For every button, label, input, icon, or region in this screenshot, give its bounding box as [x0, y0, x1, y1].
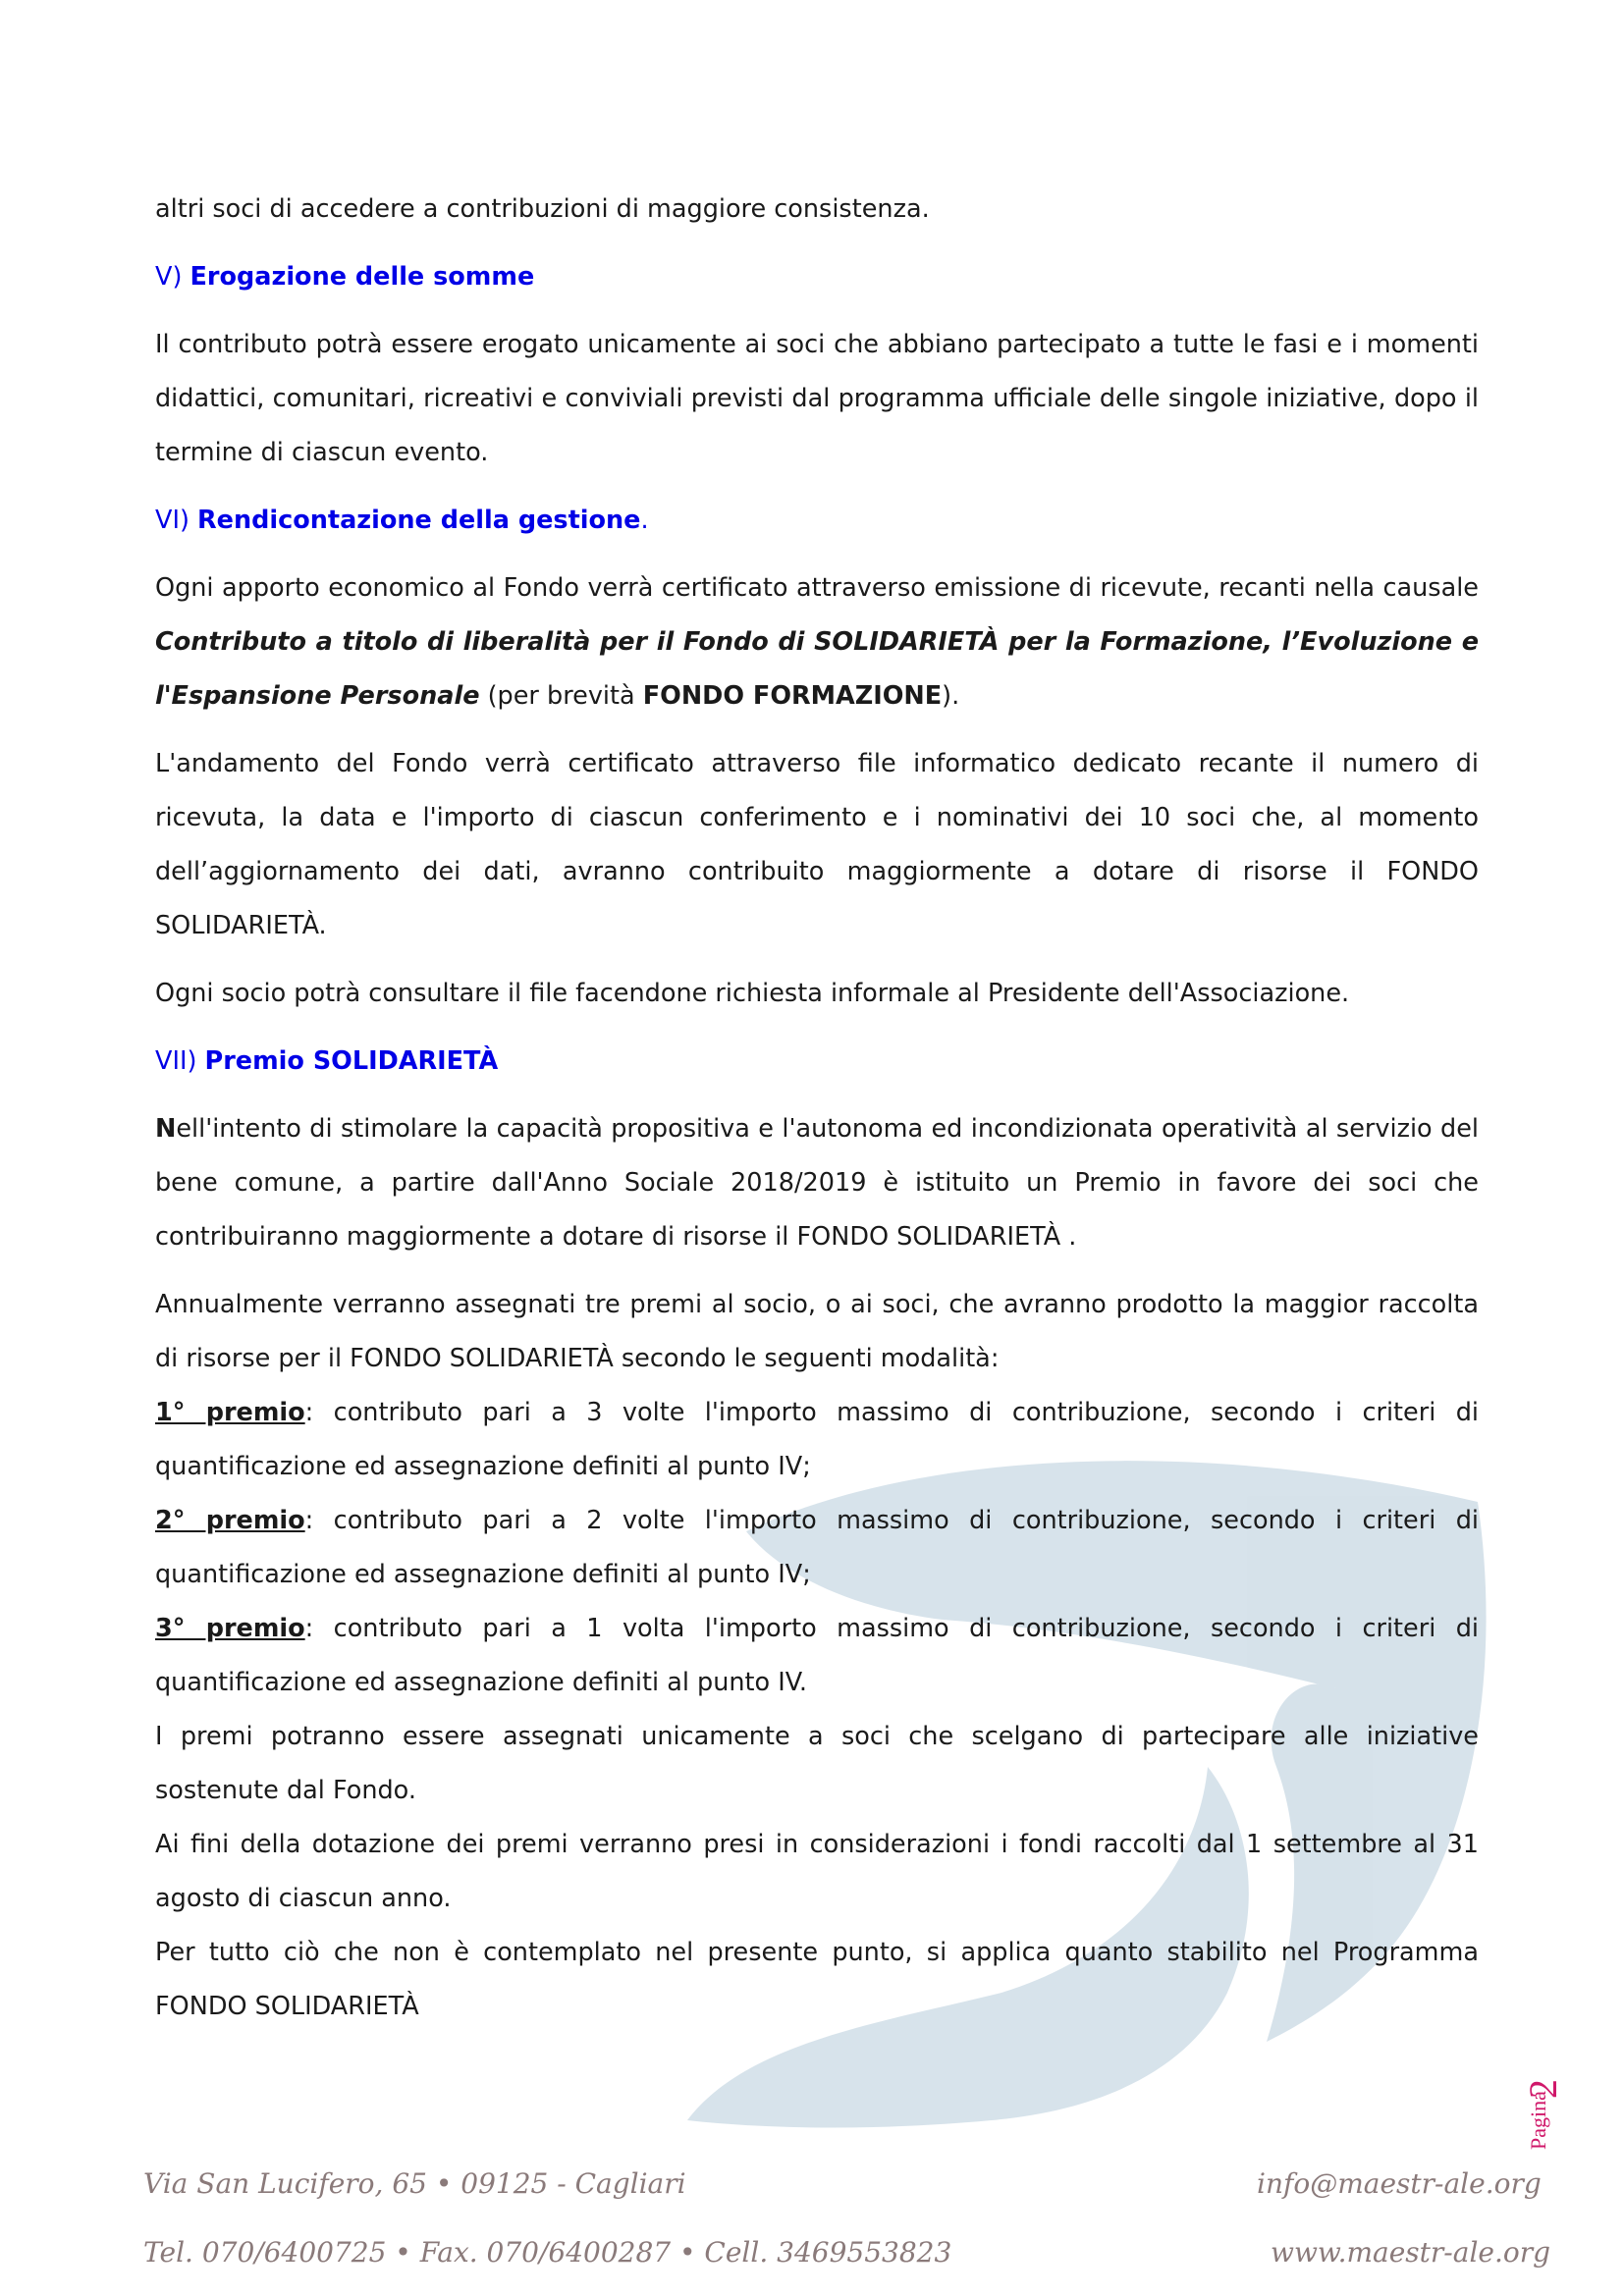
paragraph-erogazione: Il contributo potrà essere erogato unicamente ai soci che abbiano partecipato a tutte le fasi e i momenti didattici, comunitari, ricreativi e conviviali previsti dal programma ufficiale delle singole iniziative, dopo il termine di ciascun evento.: [155, 330, 1479, 467]
prize-label: 1° premio: [155, 1398, 305, 1427]
page-number: [1520, 2061, 1598, 2179]
text-run: ).: [942, 681, 960, 711]
paragraph-modalita: Annualmente verranno assegnati tre premi al socio, o ai soci, che avranno prodotto la maggior raccolta di risorse per il FONDO SOLIDARIETÀ secondo le seguenti modalità:: [155, 1290, 1479, 1373]
paragraph-premio-intro: [155, 1102, 1479, 1264]
text-run: ell'intento di stimolare la capacità propositiva e l'autonoma ed incondizionata operatività al servizio del bene comune, a partire dall'Anno Sociale 2018/2019 è istituito un Premio in favore dei soci che contribuiranno maggiormente a dotare di risorse il FONDO SOLIDARIETÀ .: [155, 1114, 1479, 1252]
section-heading-5: [155, 250, 1479, 304]
page-number-label: Pagina: [1526, 2091, 1550, 2150]
paragraph-ricevute: [155, 561, 1479, 723]
section-number: VI): [155, 506, 198, 535]
section-title: Erogazione delle somme: [189, 262, 535, 292]
prize-item-3: [155, 1602, 1479, 1710]
document-body: [155, 183, 1479, 2034]
paragraph-intro: altri soci di accedere a contribuzioni di maggiore consistenza.: [155, 194, 930, 224]
text-run: (per brevità: [479, 681, 643, 711]
fondo-formazione-text: FONDO FORMAZIONE: [642, 681, 943, 711]
drop-initial: N: [155, 1114, 177, 1144]
footer-email: info@maestr-ale.org: [1257, 2167, 1542, 2200]
section-number: V): [155, 262, 190, 292]
section-number: VII): [155, 1046, 205, 1076]
paragraph-assegnazione: I premi potranno essere assegnati unicamente a soci che scelgano di partecipare alle iniziative sostenute dal Fondo.: [155, 1722, 1479, 1805]
footer-website: www.maestr-ale.org: [1271, 2236, 1551, 2269]
prize-item-2: [155, 1494, 1479, 1602]
paragraph-rinvio: Per tutto ciò che non è contemplato nel presente punto, si applica quanto stabilito nel Programma FONDO SOLIDARIETÀ: [155, 1938, 1479, 2021]
footer-phones: Tel. 070/6400725 • Fax. 070/6400287 • Cell. 3469553823: [143, 2236, 952, 2269]
prize-label: 2° premio: [155, 1506, 305, 1535]
prize-label: 3° premio: [155, 1614, 305, 1643]
prize-text: : contributo pari a 3 volte l'importo massimo di contribuzione, secondo i criteri di quantificazione ed assegnazione definiti al punto IV;: [155, 1398, 1480, 1481]
footer-address: Via San Lucifero, 65 • 09125 - Cagliari: [143, 2167, 686, 2200]
section-heading-6: [155, 494, 1479, 548]
text-run: Ogni apporto economico al Fondo verrà certificato attraverso emissione di ricevute, recanti nella causale: [155, 573, 1479, 603]
section-title: Rendicontazione della gestione: [197, 506, 641, 535]
paragraph-consultazione: Ogni socio potrà consultare il file facendone richiesta informale al Presidente dell'Associazione.: [155, 979, 1350, 1008]
prize-text: : contributo pari a 1 volta l'importo massimo di contribuzione, secondo i criteri di quantificazione ed assegnazione definiti al punto IV.: [155, 1614, 1479, 1697]
causale-text: Contributo a titolo di liberalità per il Fondo di SOLIDARIETÀ per la Formazione, l’Evoluzione e l'Espansione Personale: [155, 627, 1479, 711]
section-title-dot: .: [640, 506, 649, 535]
paragraph-dotazione: Ai fini della dotazione dei premi verranno presi in considerazioni i fondi raccolti dal 1 settembre al 31 agosto di ciascun anno.: [155, 1830, 1479, 1913]
paragraph-andamento: L'andamento del Fondo verrà certificato attraverso file informatico dedicato recante il numero di ricevuta, la data e l'importo di ciascun conferimento e i nominativi dei 10 soci che, al momento dell’aggiornamento dei dati, avranno contribuito maggiormente a dotare di risorse il FONDO SOLIDARIETÀ.: [155, 749, 1479, 940]
page-number-value: 2: [1521, 2079, 1565, 2099]
section-title: Premio SOLIDARIETÀ: [204, 1046, 499, 1076]
prize-item-1: [155, 1386, 1479, 1494]
prize-text: : contributo pari a 2 volte l'importo massimo di contribuzione, secondo i criteri di quantificazione ed assegnazione definiti al punto IV;: [155, 1506, 1480, 1589]
section-heading-7: [155, 1035, 1479, 1089]
